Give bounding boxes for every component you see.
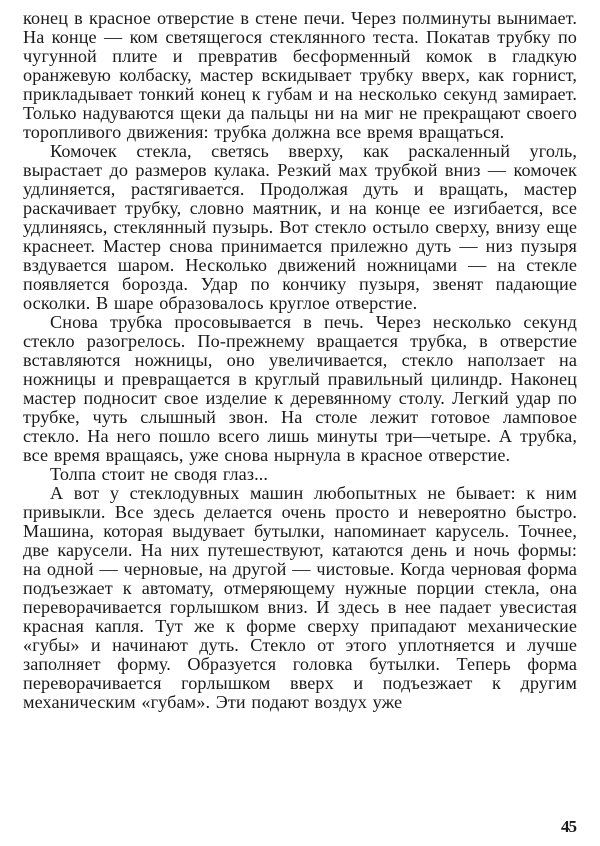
paragraph: А вот у стеклодувных машин любопытных не бывает: к ним привыкли. Все здесь делается очень просто и невероятно быстро. Машина, которая выдувает бутылки, напоминает карусель. Точнее, две карусели. На них путешествуют, катаются день и ночь формы: на одной — черновые, на другой — чистовые. Когда черновая форма подъезжает к автомату, отмеряющему нужные порции стекла, она переворачивается горлышком вниз. И здесь в нее падает увесистая красная капля. Тут же к форме сверху припадают механические «губы» и начинают дуть. Стекло от этого уплотняется и лучше заполняет форму. Образуется головка бутылки. Теперь форма переворачивается горлышком вверх и подъезжает к другим механическим «губам». Эти подают воздух уже bbox=[23, 483, 577, 712]
page-body bbox=[23, 9, 577, 712]
paragraph: Снова трубка просовывается в печь. Через несколько секунд стекло разогрелось. По-прежнему вращается трубка, в отверстие вставляются ножницы, оно увеличивается, стекло наползает на ножницы и превращается в круглый правильный цилиндр. Наконец мастер подносит свое изделие к деревянному столу. Легкий удар по трубке, чуть слышный звон. На столе лежит готовое ламповое стекло. На него пошло всего лишь минуты три—четыре. А трубка, все время вращаясь, уже снова нырнула в красное отверстие. bbox=[23, 312, 577, 465]
paragraph: Комочек стекла, светясь вверху, как раскаленный уголь, вырастает до размеров кулака. Резкий мах трубкой вниз — комочек удлиняется, растягивается. Продолжая дуть и вращать, мастер раскачивает трубку, словно маятник, и на конце ее изгибается, все удлиняясь, стеклянный пузырь. Вот стекло остыло сверху, внизу еще краснеет. Мастер снова принимается прилежно дуть — низ пузыря вздувается шаром. Несколько движений ножницами — на стекле появляется борозда. Удар по кончику пузыря, звенят падающие осколки. В шаре образовалось круглое отверстие. bbox=[23, 141, 577, 313]
page-number: 45 bbox=[561, 817, 576, 836]
paragraph: Толпа стоит не сводя глаз... bbox=[50, 464, 269, 484]
paragraph-continued: конец в красное отверстие в стене печи. Через полминуты вынимает. На конце — ком светящегося стеклянного теста. Покатав трубку по чугунной плите и превратив бесформенный комок в гладкую оранжевую колбаску, мастер вскидывает трубку вверх, как горнист, прикладывает тонкий конец к губам и на несколько секунд замирает. Только надуваются щеки да пальцы ни на миг не прекращают своего торопливого движения: трубка должна все время вращаться. bbox=[23, 8, 577, 142]
